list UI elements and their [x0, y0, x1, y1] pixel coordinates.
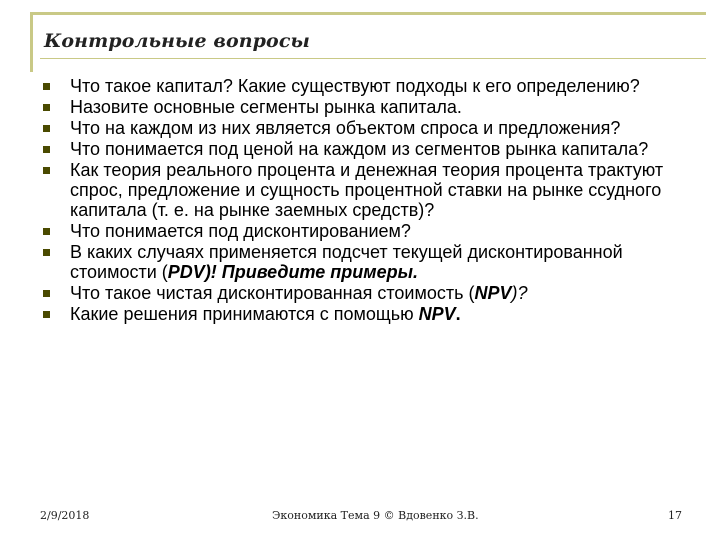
- question-text: Как теория реального процента и денежная теория процента трактуют спрос, предложение и сущность процентной ставки на рынке ссудного капитала (т. е. на рынке заемных средств)?: [70, 160, 664, 220]
- question-text: Что понимается под дисконтированием?: [70, 221, 411, 241]
- question-item: [40, 283, 680, 303]
- square-bullet-icon: [43, 146, 50, 153]
- frame-top-border: [30, 12, 706, 15]
- slide-title: Контрольные вопросы: [44, 30, 310, 52]
- square-bullet-icon: [43, 167, 50, 174]
- question-text: В каких случаях применяется подсчет текущей дисконтированной стоимости (PDV)! Приведите примеры.: [70, 242, 623, 282]
- question-text: Что на каждом из них является объектом спроса и предложения?: [70, 118, 621, 138]
- footer-page-number: 17: [668, 509, 682, 522]
- question-item: [40, 97, 680, 117]
- question-item: [40, 76, 680, 96]
- question-text: Что такое капитал? Какие существуют подходы к его определению?: [70, 76, 640, 96]
- frame-left-border: [30, 12, 33, 72]
- question-text: Что понимается под ценой на каждом из сегментов рынка капитала?: [70, 139, 649, 159]
- question-text: Какие решения принимаются с помощью NPV.: [70, 304, 461, 324]
- footer-course-info: Экономика Тема 9 © Вдовенко З.В.: [272, 509, 479, 522]
- square-bullet-icon: [43, 228, 50, 235]
- question-item: [40, 221, 680, 241]
- question-item: [40, 139, 680, 159]
- question-item: [40, 160, 680, 220]
- question-item: [40, 304, 680, 324]
- question-item: [40, 118, 680, 138]
- footer-date: 2/9/2018: [40, 509, 90, 522]
- square-bullet-icon: [43, 125, 50, 132]
- question-list: [40, 76, 680, 325]
- square-bullet-icon: [43, 83, 50, 90]
- square-bullet-icon: [43, 290, 50, 297]
- question-text: Что такое чистая дисконтированная стоимость (NPV)?: [70, 283, 528, 303]
- term-pdv: PDV: [167, 262, 205, 282]
- question-text: Назовите основные сегменты рынка капитала.: [70, 97, 462, 117]
- question-item: [40, 242, 680, 282]
- title-divider: [40, 58, 706, 59]
- square-bullet-icon: [43, 104, 50, 111]
- square-bullet-icon: [43, 249, 50, 256]
- term-npv: NPV: [474, 283, 512, 303]
- square-bullet-icon: [43, 311, 50, 318]
- term-npv: NPV: [418, 304, 456, 324]
